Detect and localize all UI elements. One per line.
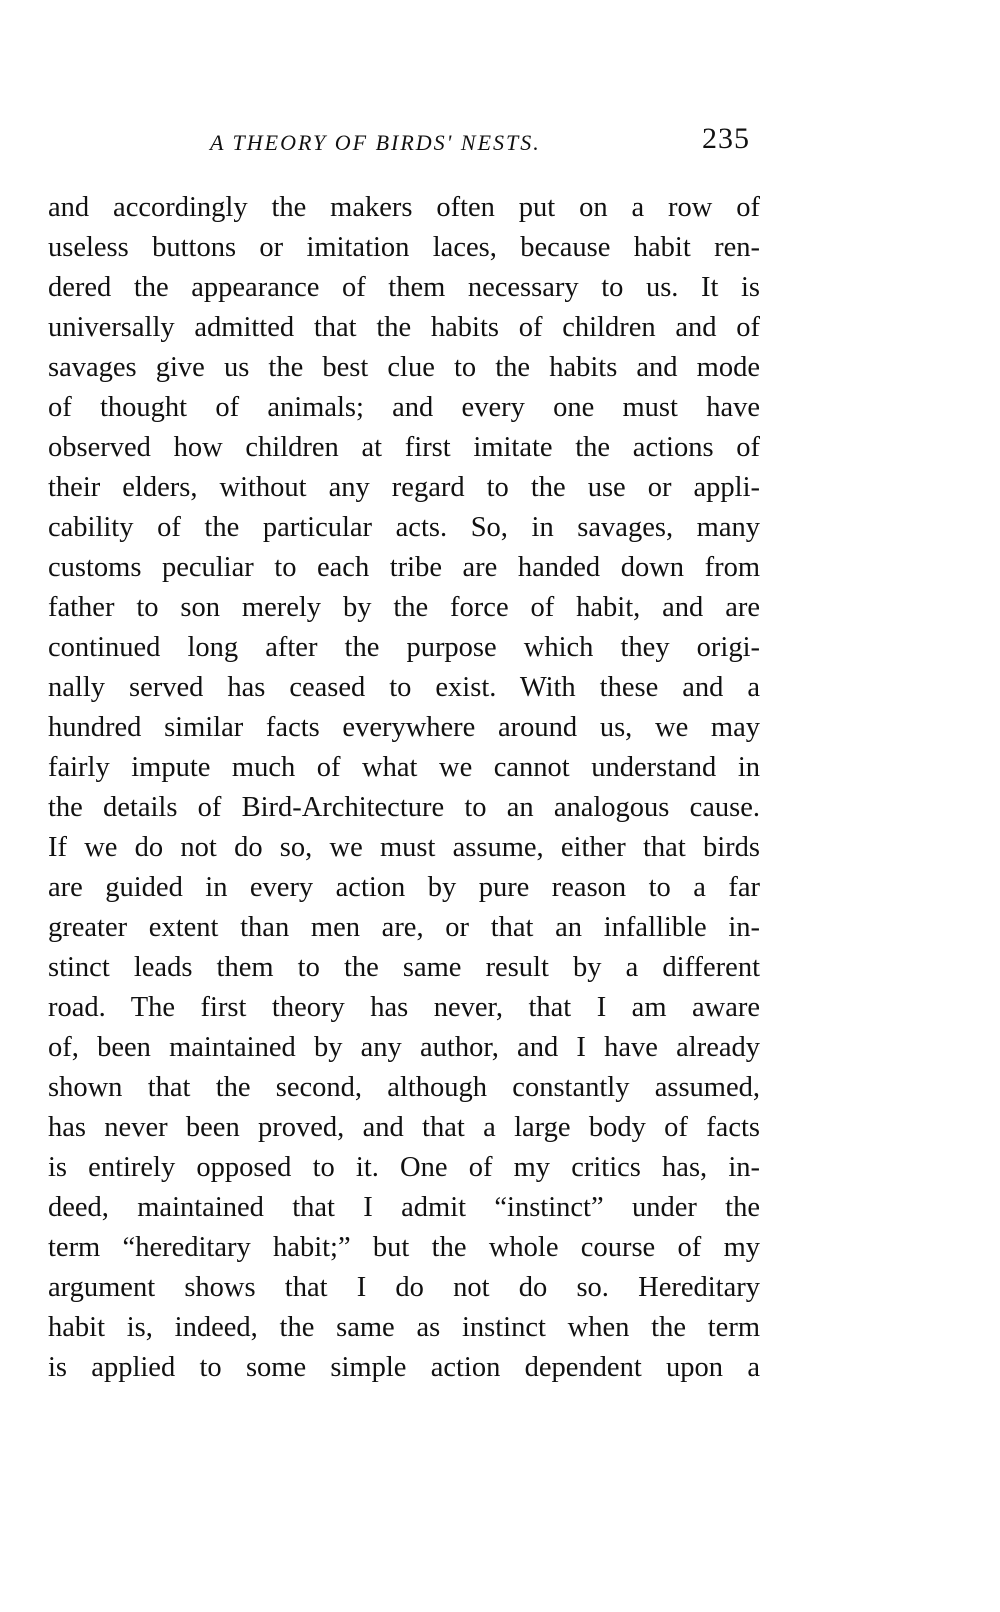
running-title: A THEORY OF BIRDS' NESTS. <box>210 130 541 155</box>
text-line: observed how children at first imitate the actions of <box>48 432 760 463</box>
text-line: is applied to some simple action dependent upon a <box>48 1352 760 1383</box>
text-line: of thought of animals; and every one must have <box>48 392 760 423</box>
text-line: road. The first theory has never, that I am aware <box>48 992 760 1023</box>
page-number: 235 <box>702 122 750 155</box>
text-line: are guided in every action by pure reason to a far <box>48 872 760 903</box>
text-line: nally served has ceased to exist. With these and a <box>48 672 760 703</box>
text-line: of, been maintained by any author, and I have already <box>48 1032 760 1063</box>
running-head <box>0 122 1000 162</box>
text-line: savages give us the best clue to the habits and mode <box>48 352 760 383</box>
text-line: shown that the second, although constantly assumed, <box>48 1072 760 1103</box>
text-line: customs peculiar to each tribe are handed down from <box>48 552 760 583</box>
text-line: term “hereditary habit;” but the whole course of my <box>48 1232 760 1263</box>
text-line: is entirely opposed to it. One of my critics has, in- <box>48 1152 760 1183</box>
text-line: father to son merely by the force of habit, and are <box>48 592 760 623</box>
body-text <box>48 188 760 1388</box>
text-line: their elders, without any regard to the use or appli- <box>48 472 760 503</box>
text-line: continued long after the purpose which they origi- <box>48 632 760 663</box>
text-line: cability of the particular acts. So, in savages, many <box>48 512 760 543</box>
text-line: useless buttons or imitation laces, because habit ren- <box>48 232 760 263</box>
text-line: stinct leads them to the same result by a different <box>48 952 760 983</box>
text-line: universally admitted that the habits of children and of <box>48 312 760 343</box>
text-line: greater extent than men are, or that an infallible in- <box>48 912 760 943</box>
text-line: the details of Bird-Architecture to an analogous cause. <box>48 792 760 823</box>
text-line: If we do not do so, we must assume, either that birds <box>48 832 760 863</box>
text-line: fairly impute much of what we cannot understand in <box>48 752 760 783</box>
text-line: deed, maintained that I admit “instinct” under the <box>48 1192 760 1223</box>
text-line: habit is, indeed, the same as instinct when the term <box>48 1312 760 1343</box>
text-line: argument shows that I do not do so. Hereditary <box>48 1272 760 1303</box>
text-line: hundred similar facts everywhere around us, we may <box>48 712 760 743</box>
text-line: and accordingly the makers often put on a row of <box>48 192 760 223</box>
text-line: dered the appearance of them necessary to us. It is <box>48 272 760 303</box>
text-line: has never been proved, and that a large body of facts <box>48 1112 760 1143</box>
